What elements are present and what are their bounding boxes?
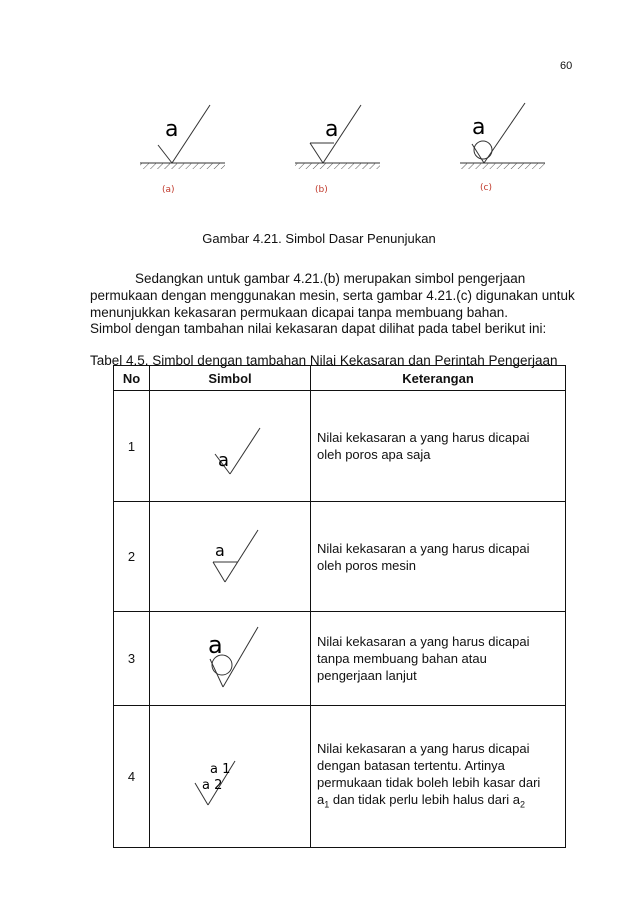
row-number: 2 — [114, 502, 150, 612]
symbol-letter: a — [218, 450, 230, 471]
header-description: Keterangan — [311, 366, 566, 391]
symbol-upper-limit: a 1 — [210, 761, 231, 777]
desc-line: Nilai kekasaran a yang harus dicapai — [317, 740, 530, 756]
figure-label-b: (b) — [315, 185, 328, 195]
paragraph-1 — [90, 270, 585, 321]
row-description — [311, 612, 566, 706]
figure-symbol-c — [460, 103, 545, 193]
desc-line: Nilai kekasaran a yang harus dicapai — [317, 634, 530, 649]
row-description — [311, 391, 566, 502]
paragraph-1-line-3: menunjukkan kekasaran permukaan dicapai tanpa membuang bahan. — [90, 305, 509, 320]
figure-symbol-a — [140, 105, 225, 195]
desc-line: pengerjaan lanjut — [317, 668, 417, 683]
roughness-symbol-any — [150, 416, 310, 476]
page-number: 60 — [560, 60, 573, 72]
row-symbol — [150, 706, 311, 848]
figure-basic-symbols — [120, 100, 550, 205]
table-row — [114, 502, 566, 612]
desc-mid: dan tidak perlu lebih halus dari a — [329, 791, 521, 807]
row-number: 3 — [114, 612, 150, 706]
row-number: 4 — [114, 706, 150, 848]
figure-symbol-b — [295, 105, 380, 195]
row-symbol — [150, 612, 311, 706]
desc-line: tanpa membuang bahan atau — [317, 651, 487, 666]
desc-a: a — [317, 791, 325, 807]
table-row — [114, 391, 566, 502]
paragraph-1-line-2: permukaan dengan menggunakan mesin, serta gambar 4.21.(c) digunakan untuk — [90, 288, 575, 303]
table-caption: Tabel 4.5. Simbol dengan tambahan Nilai Kekasaran dan Perintah Pengerjaan — [90, 353, 558, 368]
header-no: No — [114, 366, 150, 391]
table-row — [114, 612, 566, 706]
header-symbol: Simbol — [150, 366, 311, 391]
desc-line: oleh poros mesin — [317, 557, 416, 573]
desc-sub-2: 2 — [520, 799, 526, 810]
row-number: 1 — [114, 391, 150, 502]
desc-line-limits — [317, 791, 559, 814]
table-header-row — [114, 366, 566, 391]
roughness-symbol-machining — [150, 522, 310, 592]
figure-c-letter: a — [472, 115, 486, 140]
row-symbol — [150, 502, 311, 612]
row-symbol — [150, 391, 311, 502]
row-description — [311, 502, 566, 612]
desc-line: Nilai kekasaran a yang harus dicapai — [317, 540, 530, 556]
figure-label-c: (c) — [480, 183, 492, 193]
figure-b-letter: a — [325, 117, 339, 142]
desc-line: oleh poros apa saja — [317, 447, 431, 462]
symbol-table — [113, 365, 566, 848]
desc-line: Nilai kekasaran a yang harus dicapai — [317, 430, 530, 445]
roughness-symbol-range — [150, 737, 310, 817]
desc-sub-1: 1 — [324, 799, 330, 810]
figure-caption: Gambar 4.21. Simbol Dasar Penunjukan — [202, 231, 436, 246]
symbol-letter: a — [215, 540, 225, 560]
paragraph-1-line-1: Sedangkan untuk gambar 4.21.(b) merupakan simbol pengerjaan — [135, 271, 526, 286]
symbol-lower-limit: a 2 — [202, 777, 223, 793]
paragraph-2: Simbol dengan tambahan nilai kekasaran dapat dilihat pada tabel berikut ini: — [90, 321, 547, 336]
desc-line: dengan batasan tertentu. Artinya — [317, 757, 505, 773]
row-description — [311, 706, 566, 848]
roughness-symbol-no-removal — [150, 619, 310, 699]
figure-a-letter: a — [165, 117, 179, 142]
figure-label-a: (a) — [162, 185, 175, 195]
table-row — [114, 706, 566, 848]
desc-line: permukaan tidak boleh lebih kasar dari — [317, 774, 541, 790]
symbol-letter: a — [208, 630, 223, 659]
